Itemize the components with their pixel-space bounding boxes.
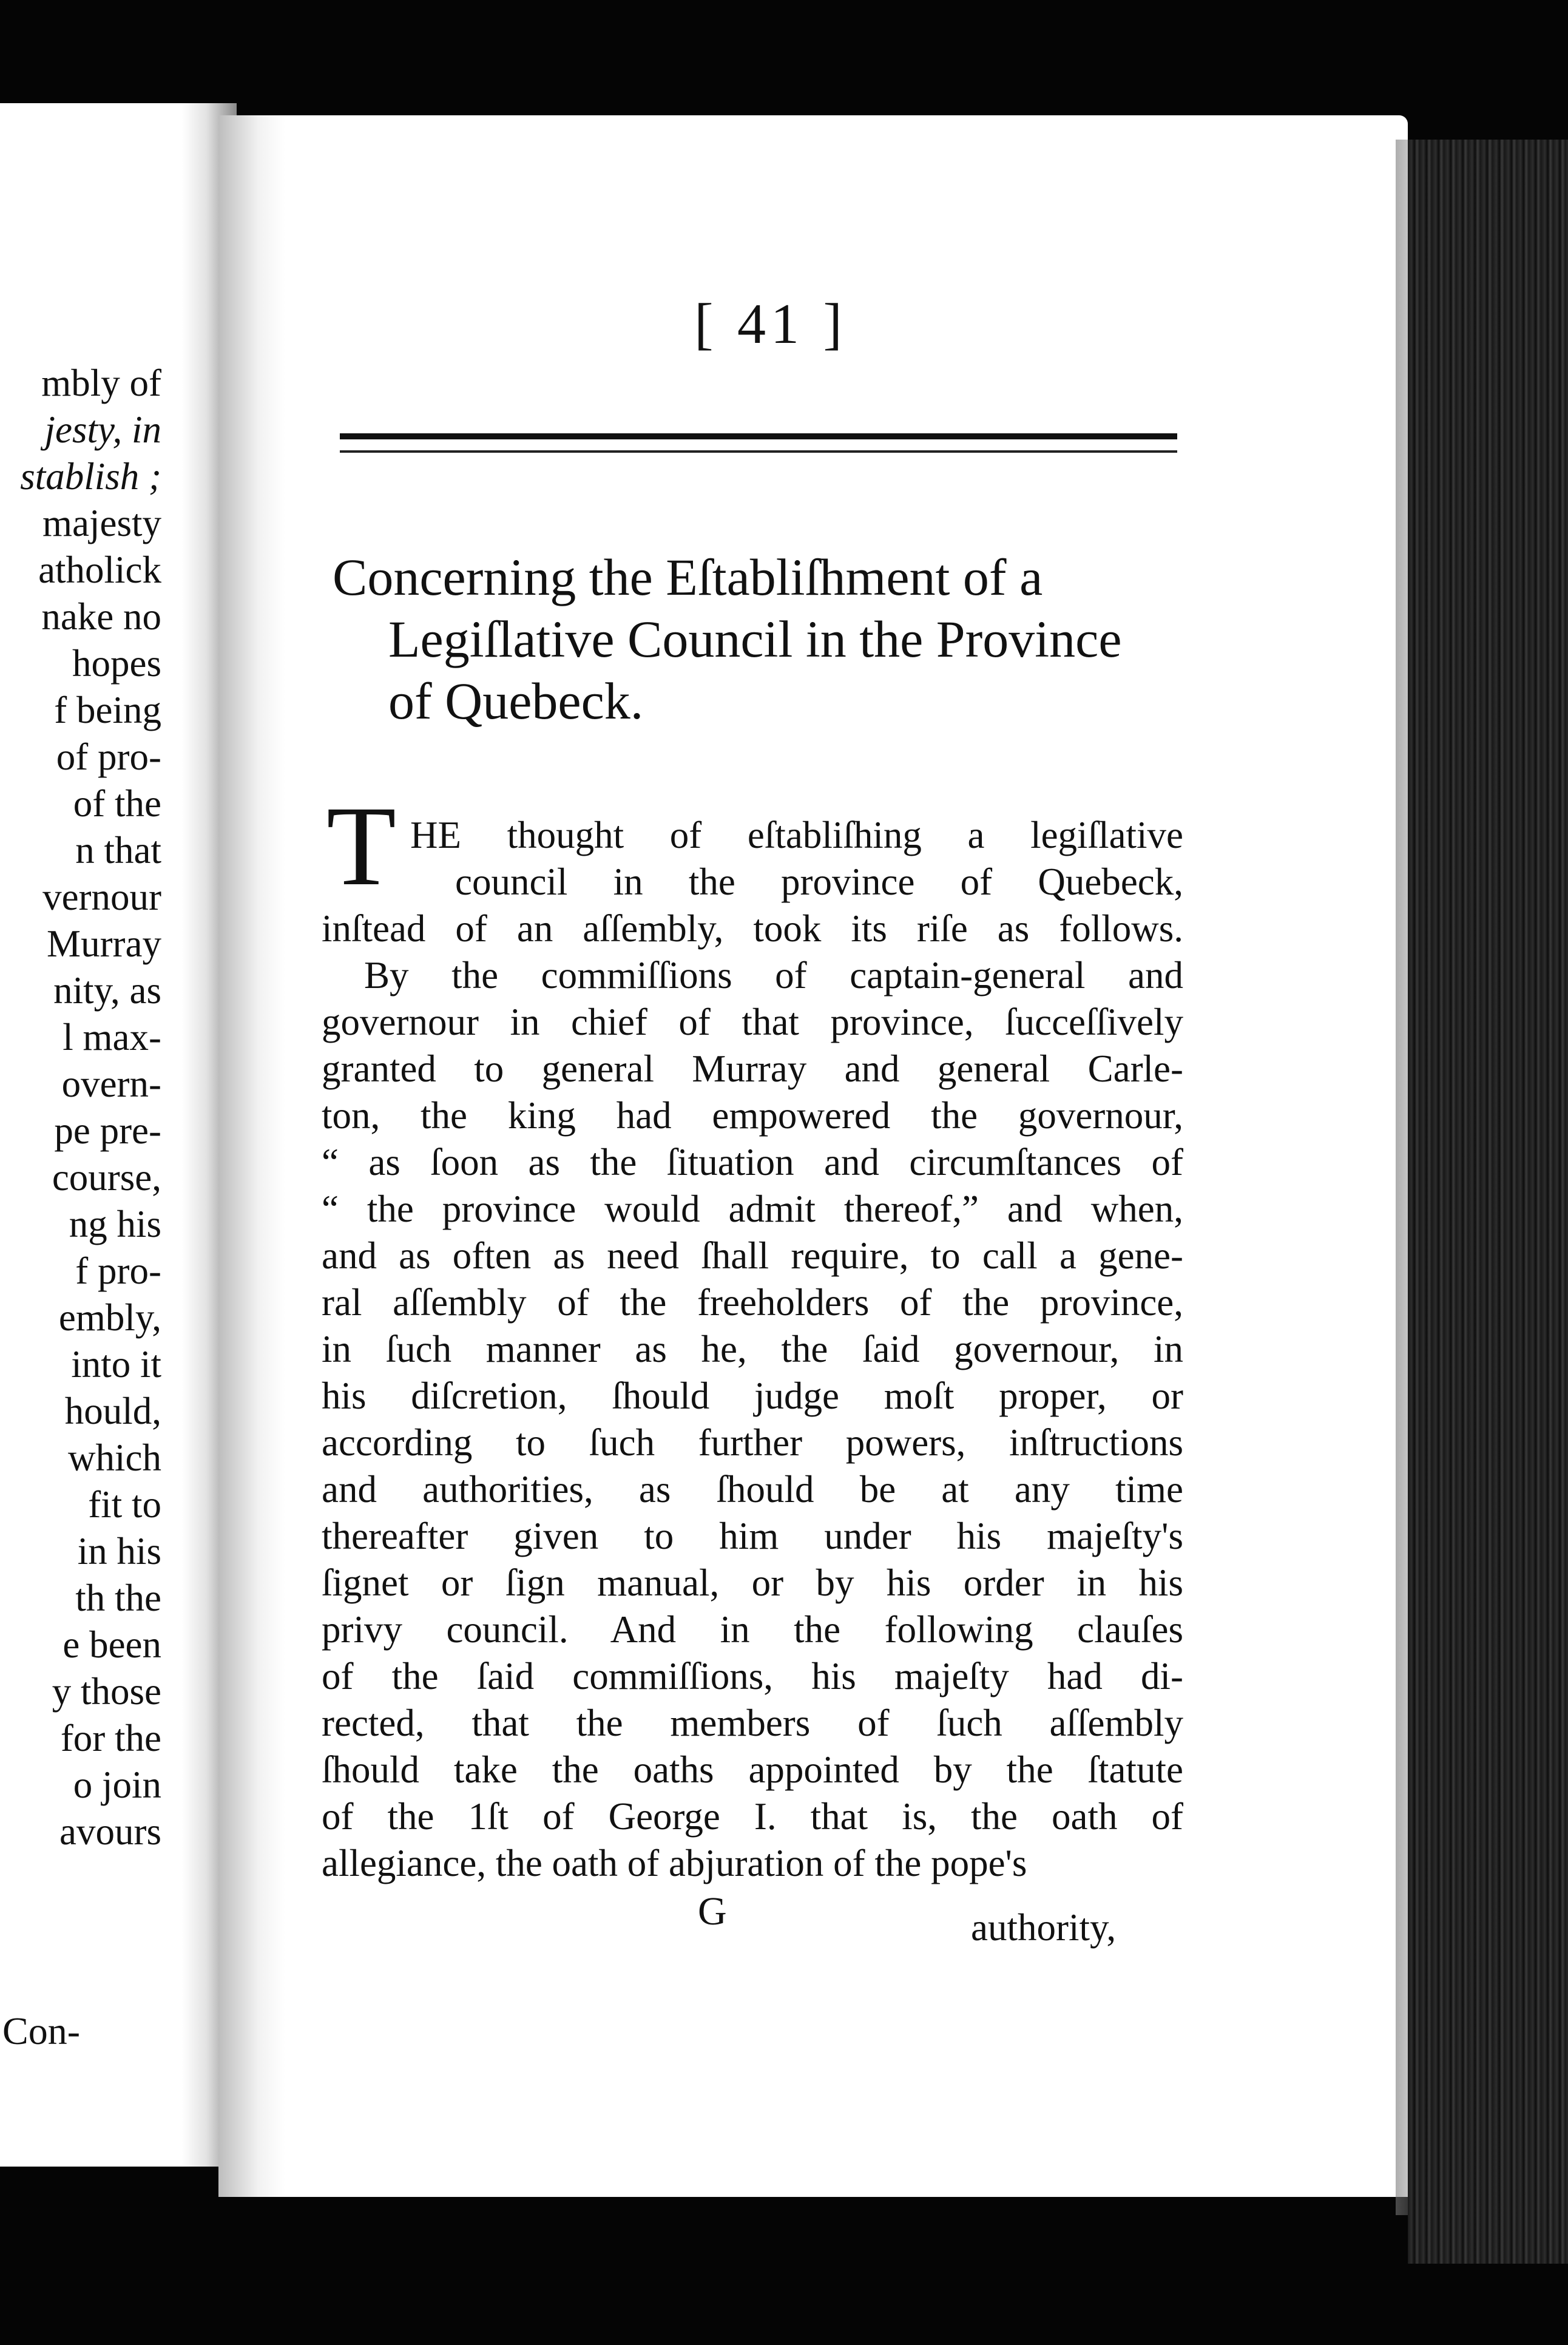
left-page-line: embly, [58, 1296, 161, 1339]
left-page-line: nake no [41, 595, 161, 638]
text-line: HE thought of eſtabliſhing a legiſlative [410, 814, 1183, 856]
left-page-line: which [68, 1436, 161, 1479]
text-line: ton, the king had empowered the governour, [322, 1094, 1183, 1137]
text-line: council in the province of Quebeck, [455, 861, 1183, 903]
text-line: privy council. And in the following clauſes [322, 1608, 1183, 1651]
text-line: his diſcretion, ſhould judge moſt proper, or [322, 1375, 1183, 1417]
text-line: rected, that the members of ſuch aſſembly [322, 1702, 1183, 1744]
left-page-line: o join [73, 1764, 161, 1806]
body-text [322, 812, 1183, 1887]
text-line: of the ſaid commiſſions, his majeſty had di- [322, 1655, 1183, 1697]
left-page-line: for the [60, 1717, 161, 1759]
text-line: ſhould take the oaths appointed by the ſtatute [322, 1748, 1183, 1791]
left-page-line: jesty, in [44, 408, 161, 451]
header-rule-thick [340, 433, 1177, 439]
left-page-line: f pro- [75, 1250, 161, 1292]
left-page-line: pe pre- [54, 1109, 161, 1152]
left-page-line: n that [75, 829, 161, 871]
text-line: thereafter given to him under his majeſty's [322, 1515, 1183, 1557]
left-page-line: l max- [63, 1016, 161, 1058]
left-page-line: th the [75, 1577, 161, 1619]
left-page-line: in his [77, 1530, 161, 1572]
left-page-line: hould, [64, 1390, 161, 1432]
signature-mark: G [698, 1889, 727, 1934]
chapter-heading [333, 546, 1182, 732]
catchword: authority, [971, 1906, 1117, 1949]
left-page-line: f being [54, 689, 161, 731]
left-page-line: course, [52, 1156, 161, 1199]
left-page-line: of pro- [56, 736, 161, 778]
text-line: ſignet or ſign manual, or by his order in his [322, 1562, 1183, 1604]
heading-line: of Quebeck. [388, 672, 644, 730]
heading-line: Concerning the Eſtabliſhment of a [333, 548, 1043, 606]
left-page-line: hopes [72, 642, 161, 685]
left-page-line: overn- [61, 1063, 161, 1105]
header-rule-thin [340, 450, 1177, 453]
text-line: By the commiſſions of captain-general and [364, 954, 1183, 997]
page-binding-shadow [218, 115, 285, 2197]
left-page-line: of the [73, 782, 161, 825]
page-number: [ 41 ] [694, 293, 847, 356]
left-page-line: mbly of [41, 362, 161, 404]
left-page-line: e been [63, 1623, 161, 1666]
left-page-line: fit to [88, 1483, 161, 1526]
left-page-line: vernour [42, 876, 161, 918]
text-line: inſtead of an aſſembly, took its riſe as follows. [322, 907, 1183, 950]
left-page-line: Murray [47, 922, 161, 965]
text-line: “ as ſoon as the ſituation and circumſtances of [322, 1141, 1183, 1183]
text-line: ral aſſembly of the freeholders of the province, [322, 1281, 1183, 1324]
left-page-line: into it [71, 1343, 161, 1386]
left-page-line: stablish ; [20, 455, 161, 498]
left-page-catchword: Con- [2, 2009, 80, 2052]
text-line: of the 1ſt of George I. that is, the oath of [322, 1795, 1183, 1838]
drop-cap: T [326, 782, 396, 909]
text-line: according to ſuch further powers, inſtructions [322, 1421, 1183, 1464]
text-line: “ the province would admit thereof,” and when, [322, 1188, 1183, 1230]
heading-line: Legiſlative Council in the Province [388, 610, 1122, 668]
left-page-line: majesty [42, 502, 161, 544]
left-page-line: nity, as [53, 969, 161, 1012]
text-line: governour in chief of that province, ſucceſſively [322, 1001, 1183, 1043]
left-page-line: avours [59, 1810, 161, 1853]
left-page-line: y those [52, 1670, 161, 1713]
text-line: allegiance, the oath of abjuration of the pope's [322, 1842, 1027, 1884]
book-page-edges [1408, 140, 1568, 2264]
text-line: and authorities, as ſhould be at any time [322, 1468, 1183, 1511]
left-page-line: atholick [38, 549, 161, 591]
text-line: and as often as need ſhall require, to call a gene- [322, 1234, 1183, 1277]
left-page-line: ng his [69, 1203, 161, 1245]
text-line: in ſuch manner as he, the ſaid governour, in [322, 1328, 1183, 1370]
text-line: granted to general Murray and general Carle- [322, 1047, 1183, 1090]
